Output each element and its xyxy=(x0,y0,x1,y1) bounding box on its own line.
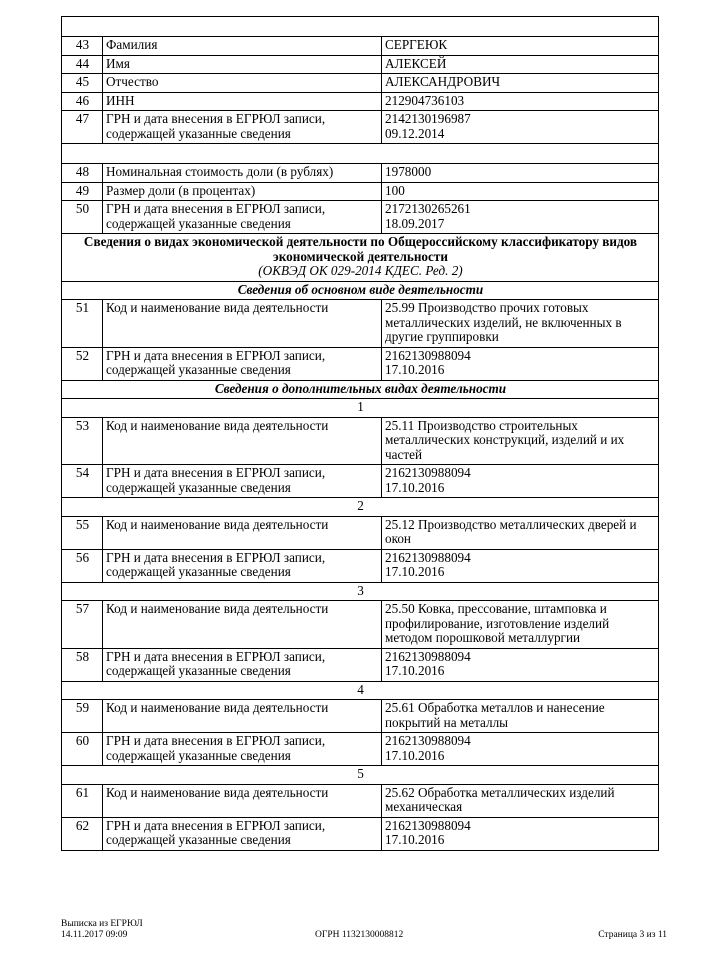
table-row xyxy=(62,37,659,56)
row-value: 1978000 xyxy=(382,164,659,183)
grn-date: 17.10.2016 xyxy=(385,663,445,678)
grn-number: 2162130988094 xyxy=(385,648,471,664)
table-row xyxy=(62,300,659,348)
row-value xyxy=(382,648,659,681)
row-label: Имя xyxy=(103,55,382,74)
row-number: 53 xyxy=(62,417,103,465)
row-number: 56 xyxy=(62,549,103,582)
row-label: Отчество xyxy=(103,74,382,93)
row-value: АЛЕКСАНДРОВИЧ xyxy=(382,74,659,93)
egrul-extract-table xyxy=(61,16,659,851)
row-number: 43 xyxy=(62,37,103,56)
row-number: 60 xyxy=(62,733,103,766)
row-label: Код и наименование вида деятельности xyxy=(103,784,382,817)
grn-date: 17.10.2016 xyxy=(385,832,445,847)
row-value xyxy=(382,111,659,144)
row-label: Код и наименование вида деятельности xyxy=(103,516,382,549)
row-value: 25.11 Производство строительных металлических конструкций, изделий и их частей xyxy=(382,417,659,465)
table-row xyxy=(62,648,659,681)
grn-date: 17.10.2016 xyxy=(385,362,445,377)
group-index: 3 xyxy=(62,582,659,601)
subsection-heading-row xyxy=(62,380,659,399)
grn-number: 2142130196987 xyxy=(385,111,471,126)
row-value xyxy=(382,733,659,766)
group-index: 1 xyxy=(62,399,659,418)
section-subtitle: (ОКВЭД ОК 029-2014 КДЕС. Ред. 2) xyxy=(258,263,463,278)
table-row xyxy=(62,700,659,733)
subsection-heading-row xyxy=(62,281,659,300)
footer-ogrn: ОГРН 1132130008812 xyxy=(315,930,404,940)
row-number: 61 xyxy=(62,784,103,817)
grn-number: 2162130988094 xyxy=(385,347,471,363)
row-value xyxy=(382,347,659,380)
row-value: 25.99 Производство прочих готовых металлических изделий, не включенных в другие группировки xyxy=(382,300,659,348)
row-label: ГРН и дата внесения в ЕГРЮЛ записи, содержащей указанные сведения xyxy=(103,817,382,850)
additional-activity-heading: Сведения о дополнительных видах деятельности xyxy=(62,380,659,399)
row-value: 25.61 Обработка металлов и нанесение покрытий на металлы xyxy=(382,700,659,733)
table-row xyxy=(62,182,659,201)
footer-datetime: 14.11.2017 09:09 xyxy=(61,929,128,940)
table-row xyxy=(62,549,659,582)
footer-page-number: Страница 3 из 11 xyxy=(598,930,667,940)
table-row xyxy=(62,74,659,93)
group-index: 5 xyxy=(62,766,659,785)
table-row xyxy=(62,164,659,183)
row-label: ГРН и дата внесения в ЕГРЮЛ записи, содержащей указанные сведения xyxy=(103,465,382,498)
group-index-row xyxy=(62,498,659,517)
group-index: 2 xyxy=(62,498,659,517)
grn-number: 2162130988094 xyxy=(385,465,471,480)
grn-number: 2162130988094 xyxy=(385,549,471,565)
table-row xyxy=(62,784,659,817)
table-row xyxy=(62,817,659,850)
row-number: 44 xyxy=(62,55,103,74)
grn-date: 17.10.2016 xyxy=(385,747,445,763)
row-value: АЛЕКСЕЙ xyxy=(382,55,659,74)
group-index: 4 xyxy=(62,681,659,700)
grn-date: 17.10.2016 xyxy=(385,479,445,495)
row-value: 100 xyxy=(382,182,659,201)
group-index-row xyxy=(62,681,659,700)
section-title: Сведения о видах экономической деятельности по Общероссийскому классификатору видов экономической деятельности xyxy=(83,234,638,264)
table-row xyxy=(62,111,659,144)
row-number: 49 xyxy=(62,182,103,201)
row-label: ГРН и дата внесения в ЕГРЮЛ записи, содержащей указанные сведения xyxy=(103,347,382,380)
row-value xyxy=(382,465,659,498)
row-number: 45 xyxy=(62,74,103,93)
row-label: Номинальная стоимость доли (в рублях) xyxy=(103,164,382,183)
row-label: Код и наименование вида деятельности xyxy=(103,417,382,465)
table-row xyxy=(62,55,659,74)
table-row xyxy=(62,347,659,380)
main-activity-heading: Сведения об основном виде деятельности xyxy=(62,281,659,300)
table-row xyxy=(62,516,659,549)
row-label: Код и наименование вида деятельности xyxy=(103,601,382,649)
row-label: ГРН и дата внесения в ЕГРЮЛ записи, содержащей указанные сведения xyxy=(103,111,382,144)
row-label: ГРН и дата внесения в ЕГРЮЛ записи, содержащей указанные сведения xyxy=(103,648,382,681)
blank-row xyxy=(62,17,659,37)
table-row xyxy=(62,92,659,111)
blank-row xyxy=(62,144,659,164)
grn-date: 09.12.2014 xyxy=(385,125,445,141)
row-label: Код и наименование вида деятельности xyxy=(103,700,382,733)
table-row xyxy=(62,601,659,649)
row-label: ГРН и дата внесения в ЕГРЮЛ записи, содержащей указанные сведения xyxy=(103,549,382,582)
grn-date: 17.10.2016 xyxy=(385,564,445,579)
row-value: 212904736103 xyxy=(382,92,659,111)
footer-doc-name: Выписка из ЕГРЮЛ xyxy=(61,919,143,929)
row-value: 25.50 Ковка, прессование, штамповка и профилирование, изготовление изделий методом порошковой металлургии xyxy=(382,601,659,649)
group-index-row xyxy=(62,766,659,785)
grn-number: 2172130265261 xyxy=(385,201,471,216)
footer-left xyxy=(61,919,143,940)
row-value: 25.62 Обработка металлических изделий механическая xyxy=(382,784,659,817)
row-number: 46 xyxy=(62,92,103,111)
row-number: 47 xyxy=(62,111,103,144)
row-number: 51 xyxy=(62,300,103,348)
row-label: ГРН и дата внесения в ЕГРЮЛ записи, содержащей указанные сведения xyxy=(103,733,382,766)
grn-number: 2162130988094 xyxy=(385,817,471,833)
row-number: 57 xyxy=(62,601,103,649)
section-heading-row xyxy=(62,234,659,282)
row-value xyxy=(382,201,659,234)
row-value xyxy=(382,817,659,850)
table-row xyxy=(62,465,659,498)
row-number: 59 xyxy=(62,700,103,733)
table-row xyxy=(62,417,659,465)
row-number: 48 xyxy=(62,164,103,183)
row-label: Фамилия xyxy=(103,37,382,56)
row-number: 54 xyxy=(62,465,103,498)
row-number: 52 xyxy=(62,347,103,380)
row-number: 50 xyxy=(62,201,103,234)
grn-date: 18.09.2017 xyxy=(385,215,445,231)
row-number: 55 xyxy=(62,516,103,549)
row-value: 25.12 Производство металлических дверей и окон xyxy=(382,516,659,549)
row-value xyxy=(382,549,659,582)
table-row xyxy=(62,733,659,766)
row-label: ИНН xyxy=(103,92,382,111)
row-label: Размер доли (в процентах) xyxy=(103,182,382,201)
group-index-row xyxy=(62,582,659,601)
group-index-row xyxy=(62,399,659,418)
row-number: 62 xyxy=(62,817,103,850)
row-label: ГРН и дата внесения в ЕГРЮЛ записи, содержащей указанные сведения xyxy=(103,201,382,234)
row-value: СЕРГЕЮК xyxy=(382,37,659,56)
row-label: Код и наименование вида деятельности xyxy=(103,300,382,348)
table-row xyxy=(62,201,659,234)
grn-number: 2162130988094 xyxy=(385,733,471,748)
row-number: 58 xyxy=(62,648,103,681)
